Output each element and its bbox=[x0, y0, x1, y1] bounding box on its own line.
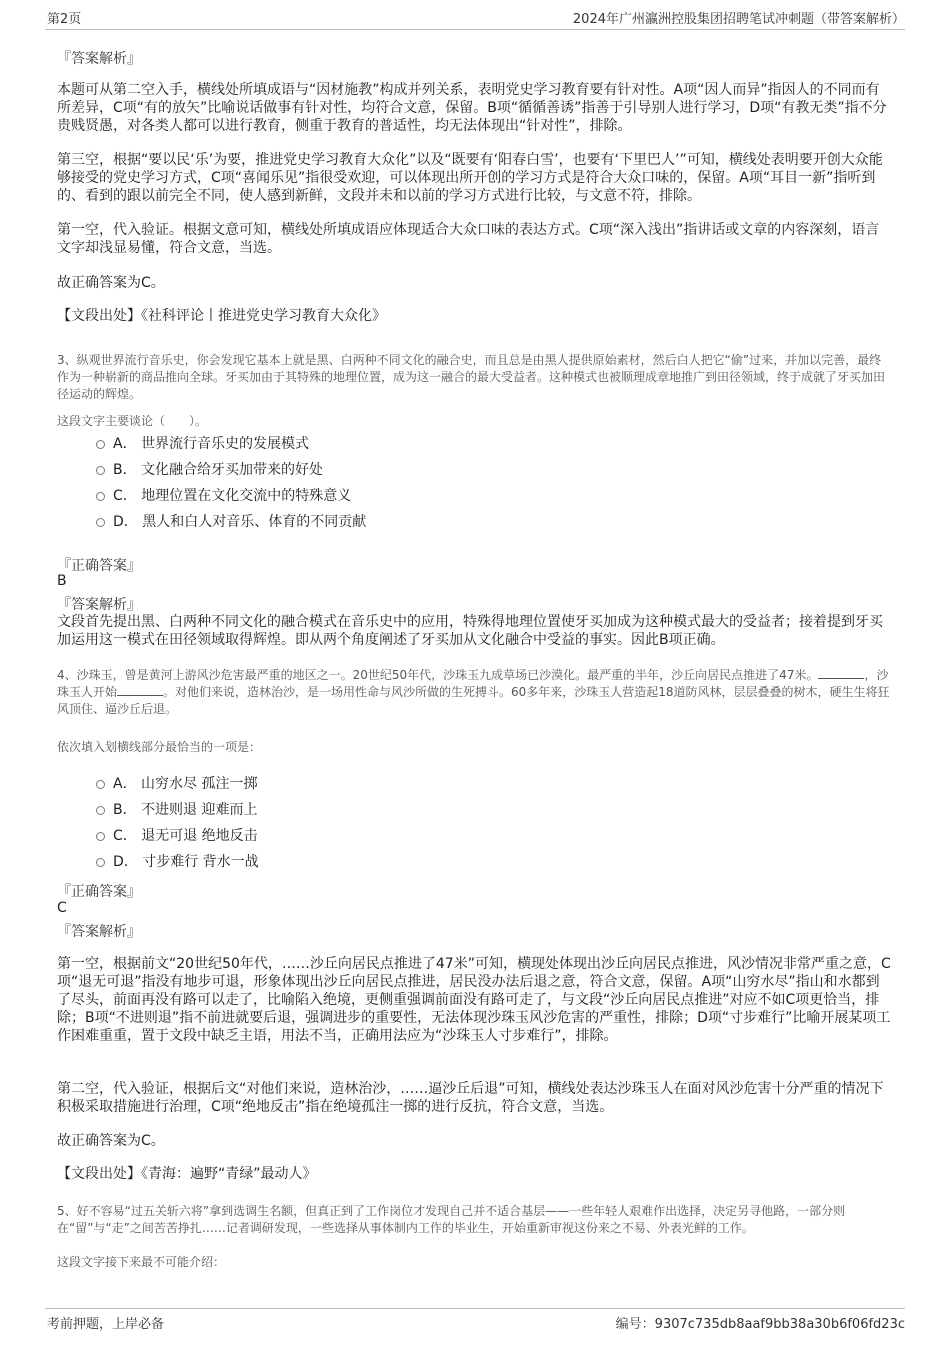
option-key: C． bbox=[113, 828, 137, 844]
option-key: A． bbox=[113, 436, 137, 452]
option-key: B． bbox=[113, 802, 137, 818]
q2-analysis-para-3: 第一空，代入验证。根据文意可知，横线处所填成语应体现适合大众口味的表达方式。C项“深入浅出”指讲话或文章的内容深刻，语言文字却浅显易懂，符合文意，当选。 bbox=[57, 222, 880, 256]
q4-analysis-label: 『答案解析』 bbox=[57, 924, 141, 940]
document-title: 2024年广州瀛洲控股集团招聘笔试冲刺题（带答案解析） bbox=[572, 12, 905, 27]
option-text: 退无可退 绝地反击 bbox=[141, 828, 258, 844]
footer-divider bbox=[45, 1308, 905, 1309]
q4-analysis-para-2: 第二空，代入验证，根据后文“对他们来说，造林治沙，……逼沙丘后退”可知，横线处表达沙珠玉人在面对风沙危害十分严重的情况下积极采取措施进行治理，C项“绝地反击”指在绝境孤注一掷的进行反抗，符合文意，当选。 bbox=[57, 1081, 884, 1115]
radio-icon[interactable] bbox=[96, 518, 105, 527]
q3-option-d[interactable] bbox=[96, 512, 366, 532]
q4-blank-1 bbox=[818, 667, 864, 679]
q3-analysis: 文段首先提出黑、白两种不同文化的融合模式在音乐史中的应用，特殊得地理位置使牙买加成为这种模式最大的受益者；接着提到牙买加运用这一模式在田径领域取得辉煌。即从两个角度阐述了牙买加从文化融合中受益的事实。因此B项正确。 bbox=[57, 614, 883, 648]
q3-answer-label: 『正确答案』 bbox=[57, 558, 141, 574]
q4-option-d[interactable] bbox=[96, 852, 259, 872]
q3-answer: B bbox=[57, 573, 67, 589]
q2-analysis-label: 『答案解析』 bbox=[57, 51, 141, 67]
option-text: 世界流行音乐史的发展模式 bbox=[141, 436, 310, 452]
option-text: 不进则退 迎难而上 bbox=[141, 802, 258, 818]
q3-analysis-label: 『答案解析』 bbox=[57, 597, 141, 613]
q3-question: 3、纵观世界流行音乐史，你会发现它基本上就是黑、白两种不同文化的融合史，而且总是由黑人提供原始素材，然后白人把它“偷”过来，并加以完善，最终作为一种崭新的商品推向全球。牙买加由于其特殊的地理位置，成为这一融合的最大受益者。这种模式也被顺理成章地推广到田径领域，终于成就了牙买加田径运动的辉煌。 bbox=[57, 353, 886, 401]
option-key: C． bbox=[113, 488, 137, 504]
option-text: 文化融合给牙买加带来的好处 bbox=[141, 462, 324, 478]
q2-analysis-para-2: 第三空，根据“要以民‘乐’为要，推进党史学习教育大众化”以及“既要有‘阳春白雪’，也要有‘下里巴人’”可知，横线处表明要开创大众能够接受的党史学习方式，C项“喜闻乐见”指很受欢迎，可以体现出所开创的学习方式是符合大众口味的，保留。A项“耳目一新”指听到的、看到的跟以前完全不同，使人感到新鲜，文段并未和以前的学习方式进行比较，与文意不符，排除。 bbox=[57, 152, 883, 204]
q4-prompt: 依次填入划横线部分最恰当的一项是： bbox=[57, 740, 262, 754]
option-key: D． bbox=[113, 514, 138, 530]
radio-icon[interactable] bbox=[96, 858, 105, 867]
q4-blank-2 bbox=[117, 684, 163, 696]
q4-option-b[interactable] bbox=[96, 800, 258, 820]
q3-option-c[interactable] bbox=[96, 486, 351, 506]
q2-analysis-para-1: 本题可从第二空入手，横线处所填成语与“因材施教”构成并列关系，表明党史学习教育要有针对性。A项“因人而异”指因人的不同而有所差异，C项“有的放矢”比喻说话做事有针对性，均符合文意，保留。B项“循循善诱”指善于引导别人进行学习，D项“有教无类”指不分贵贱贤愚，对各类人都可以进行教育，侧重于教育的普适性，均无法体现出“针对性”，排除。 bbox=[57, 82, 887, 134]
q4-option-c[interactable] bbox=[96, 826, 258, 846]
option-text: 黑人和白人对音乐、体育的不同贡献 bbox=[142, 514, 367, 530]
radio-icon[interactable] bbox=[96, 806, 105, 815]
q4-conclusion: 故正确答案为C。 bbox=[57, 1133, 165, 1149]
option-key: A． bbox=[113, 776, 137, 792]
option-text: 寸步难行 背水一战 bbox=[142, 854, 259, 870]
q4-text-part-3: 。对他们来说，造林治沙，是一场用性命与风沙所做的生死搏斗。60多年来，沙珠玉人营造起18道防风林，层层叠叠的树木，硬生生将狂风顶住、逼沙丘后退。 bbox=[57, 685, 890, 716]
q4-answer-label: 『正确答案』 bbox=[57, 884, 141, 900]
q5-prompt: 这段文字接下来最不可能介绍： bbox=[57, 1255, 226, 1269]
q3-option-b[interactable] bbox=[96, 460, 323, 480]
q2-source: 【文段出处】《社科评论丨推进党史学习教育大众化》 bbox=[57, 308, 386, 324]
radio-icon[interactable] bbox=[96, 440, 105, 449]
option-key: B． bbox=[113, 462, 137, 478]
q3-option-a[interactable] bbox=[96, 434, 309, 454]
option-text: 地理位置在文化交流中的特殊意义 bbox=[141, 488, 352, 504]
header-divider bbox=[45, 29, 905, 30]
radio-icon[interactable] bbox=[96, 466, 105, 475]
footer-slogan: 考前押题，上岸必备 bbox=[47, 1317, 165, 1332]
radio-icon[interactable] bbox=[96, 492, 105, 501]
radio-icon[interactable] bbox=[96, 832, 105, 841]
option-key: D． bbox=[113, 854, 138, 870]
q4-answer: C bbox=[57, 900, 67, 916]
radio-icon[interactable] bbox=[96, 780, 105, 789]
q4-analysis-para-1: 第一空，根据前文“20世纪50年代，……沙丘向居民点推进了47米”可知，横现处体现出沙丘向居民点推进，风沙情况非常严重之意，C项“退无可退”指没有地步可退，形象体现出沙丘向居民点推进，居民没办法后退之意，符合文意，保留。A项“山穷水尽”指山和水都到了尽头，前面再没有路可以走了，比喻陷入绝境，更侧重强调前面没有路可走了，与文段“沙丘向居民点推进”对应不如C项更恰当，排除；B项“不进则退”指不前进就要后退，强调进步的重要性，无法体现沙珠玉风沙危害的严重性，排除；D项“寸步难行”比喻开展某项工作困难重重，置于文段中缺乏主语，用法不当，正确用法应为“沙珠玉人寸步难行”，排除。 bbox=[57, 956, 891, 1044]
q4-source: 【文段出处】《青海：遍野“青绿”最动人》 bbox=[57, 1166, 317, 1182]
q4-text-part-2: ，沙珠玉人开始 bbox=[57, 668, 889, 699]
q5-question: 5、好不容易“过五关斩六将”拿到选调生名额，但真正到了工作岗位才发现自己并不适合基层——一些年轻人艰难作出选择，决定另寻他路，一部分则在“留”与“走”之间苦苦挣扎……记者调研发现，一些选择从事体制内工作的毕业生，开始重新审视这份来之不易、外表光鲜的工作。 bbox=[57, 1204, 846, 1235]
q3-prompt: 这段文字主要谈论（ ）。 bbox=[57, 414, 208, 428]
q4-option-a[interactable] bbox=[96, 774, 257, 794]
q4-text-part-1: 4、沙珠玉，曾是黄河上游风沙危害最严重的地区之一。20世纪50年代，沙珠玉九成草场已沙漠化。最严重的半年，沙丘向居民点推进了47米。 bbox=[57, 668, 819, 682]
option-text: 山穷水尽 孤注一掷 bbox=[141, 776, 258, 792]
q2-conclusion: 故正确答案为C。 bbox=[57, 275, 165, 291]
q4-question bbox=[57, 667, 893, 718]
page-number: 第2页 bbox=[47, 12, 82, 27]
document-id: 编号：9307c735db8aaf9bb38a30b6f06fd23c bbox=[615, 1317, 905, 1332]
